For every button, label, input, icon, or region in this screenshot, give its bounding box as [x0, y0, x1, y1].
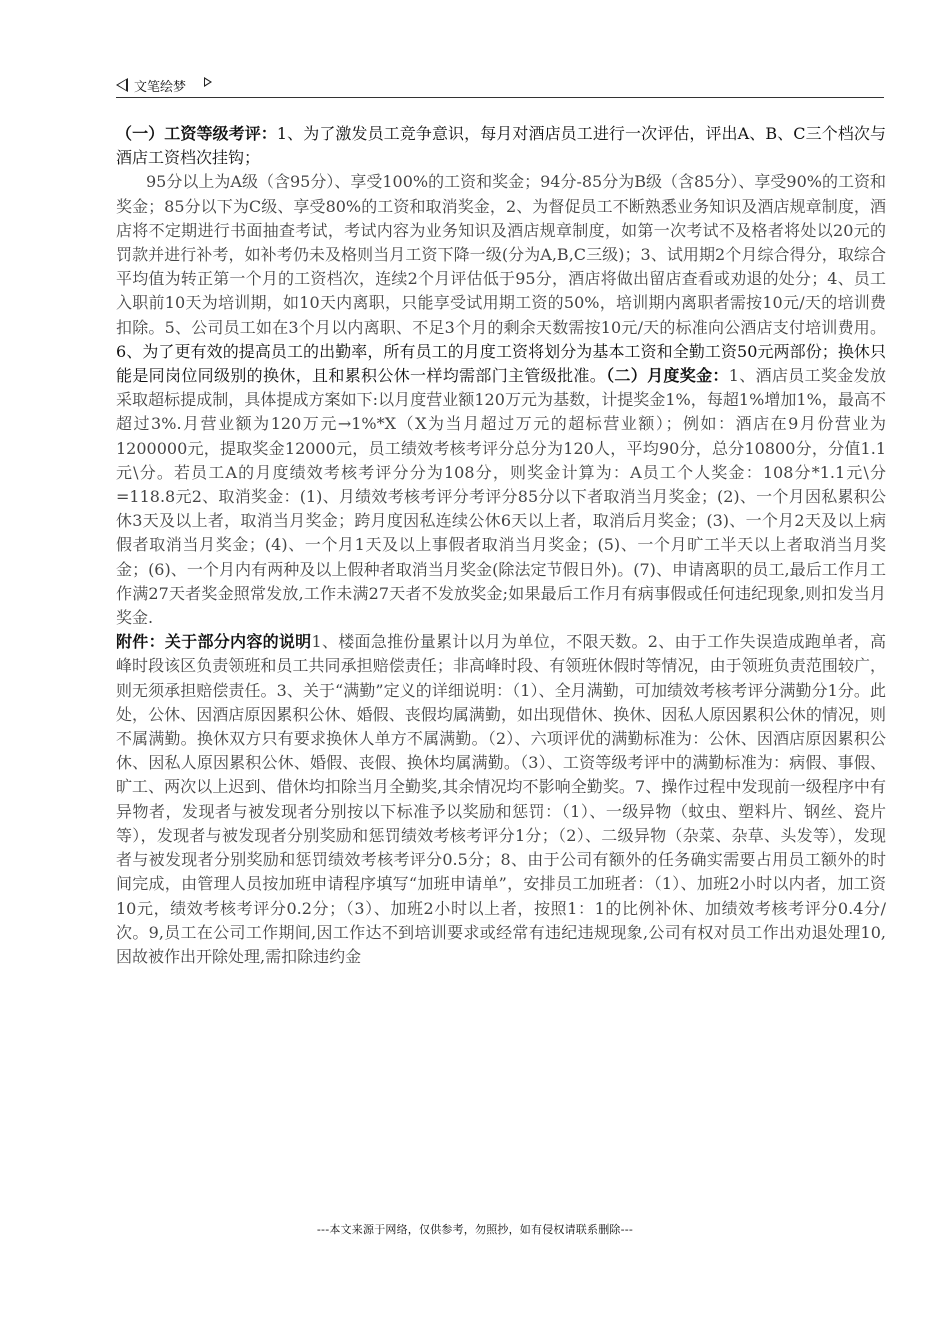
section2-body: 1、酒店员工奖金发放采取超标提成制，具体提成方案如下:以月度营业额120万元为基数，计提奖金1%，每超1%增加1%，最高不超过3%.月营业额为120万元→1%*X（X为当月超过万元的超标营业额）；例如：酒店在9月份营业为1200000元，提取奖金12000元，员工绩效考核考评分总分为120人，平均90分，总分10800分，分值1.1元\分。若员工A的月度绩效考核考评分分为108分，则奖金计算为：A员工个人奖金：108分*1.1元\分=118.8元2、取消奖金：(1)、月绩效考核考评分考评分85分以下者取消当月奖金；(2)、一个月因私累积公休3天及以上者，取消当月奖金；跨月度因私连续公休6天以上者，取消后月奖金；(3)、一个月2天及以上病假者取消当月奖金；(4)、一个月1天及以上事假者取消当月奖金；(5)、一个月旷工半天以上者取消当月奖金；(6)、一个月内有两种及以上假种者取消当月奖金(除法定节假日外)。(7)、申请离职的员工,最后工作月工作满27天者奖金照常发放,工作未满27天者不发放奖金;如果最后工作月有病事假或任何违纪现象,则扣发当月奖金. — [116, 366, 886, 628]
page-header — [116, 74, 884, 98]
section1-intro: 1、为了激发员工竞争意识，每月对酒店员工进行一次评估，评出A、B、C三个档次与酒店工资档次挂钩； — [116, 124, 886, 168]
section1-body-paragraph — [116, 170, 886, 630]
annex-body: 1、楼面急推份量累计以月为单位，不限天数。2、由于工作失误造成跑单者，高峰时段该区负责领班和员工共同承担赔偿责任；非高峰时段、有领班休假时等情况，由于领班负责范围较广，则无须承担赔偿责任。3、关于“满勤”定义的详细说明：（1）、全月满勤，可加绩效考核考评分满勤分1分。此处，公休、因酒店原因累积公休、婚假、丧假均属满勤，如出现借休、换休、因私人原因累积公休的情况，则不属满勤。换休双方只有要求换休人单方不属满勤。（2）、六项评优的满勤标准为：公休、因酒店原因累积公休、因私人原因累积公休、婚假、丧假、换休均属满勤。（3）、工资等级考评中的满勤标准为：病假、事假、旷工、两次以上迟到、借休均扣除当月全勤奖,其余情况均不影响全勤奖。7、操作过程中发现前一级程序中有异物者，发现者与被发现者分别按以下标准予以奖励和惩罚：（1）、一级异物（蚊虫、塑料片、钢丝、瓷片等），发现者与被发现者分别奖励和惩罚绩效考核考评分1分；（2）、二级异物（杂菜、杂草、头发等），发现者与被发现者分别奖励和惩罚绩效考核考评分0.5分；8、由于公司有额外的任务确实需要占用员工额外的时间完成，由管理人员按加班申请程序填写“加班申请单”，安排员工加班者：（1）、加班2小时以内者，加工资10元，绩效考核考评分0.2分；（3）、加班2小时以上者，按照1：1的比例补休、加绩效考核考评分0.4分/次。9,员工在公司工作期间,因工作达不到培训要求或经常有违纪违规现象,公司有权对员工作出劝退处理10,因故被作出开除处理,需扣除违约金 — [116, 632, 886, 966]
left-triangle-icon — [116, 78, 128, 92]
header-divider — [116, 97, 884, 98]
section2-title: （二）月度奖金： — [606, 366, 729, 386]
section1-title: （一）工资等级考评： — [116, 124, 277, 143]
section1-intro-paragraph — [116, 122, 886, 170]
section1-item6: 6、为了更有效的提高员工的出勤率，所有员工的月度工资将划分为基本工资和全勤工资50元两部份；换休只能是同岗位同级别的换休，且和累积公休一样均需部门主管级批准。 — [116, 341, 886, 386]
annex-title: 附件：关于部分内容的说明 — [116, 632, 312, 652]
brand-name: 文笔绘梦 — [134, 80, 187, 95]
annex-paragraph — [116, 630, 886, 969]
right-triangle-icon — [204, 77, 212, 87]
section1-body: 95分以上为A级（含95分）、享受100%的工资和奖金；94分-85分为B级（含85分）、享受90%的工资和奖金；85分以下为C级、享受80%的工资和取消奖金，2、为督促员工不断熟悉业务知识及酒店规章制度，酒店将不定期进行书面抽查考试，考试内容为业务知识及酒店规章制度，如第一次考试不及格者将处以20元的罚款并进行补考，如补考仍未及格则当月工资下降一级(分为A,B,C三级)；3、试用期2个月综合得分，取综合平均值为转正第一个月的工资档次，连续2个月评估低于95分，酒店将做出留店查看或劝退的处分；4、员工入职前10天为培训期，如10天内离职，只能享受试用期工资的50%，培训期内离职者需按10元/天的培训费扣除。5、公司员工如在3个月以内离职、不足3个月的剩余天数需按10元/天的标准向公酒店支付培训费用。 — [116, 172, 886, 337]
document-body — [116, 122, 886, 969]
footer-notice: ---本文来源于网络，仅供参考，勿照抄，如有侵权请联系删除--- — [316, 1223, 634, 1236]
